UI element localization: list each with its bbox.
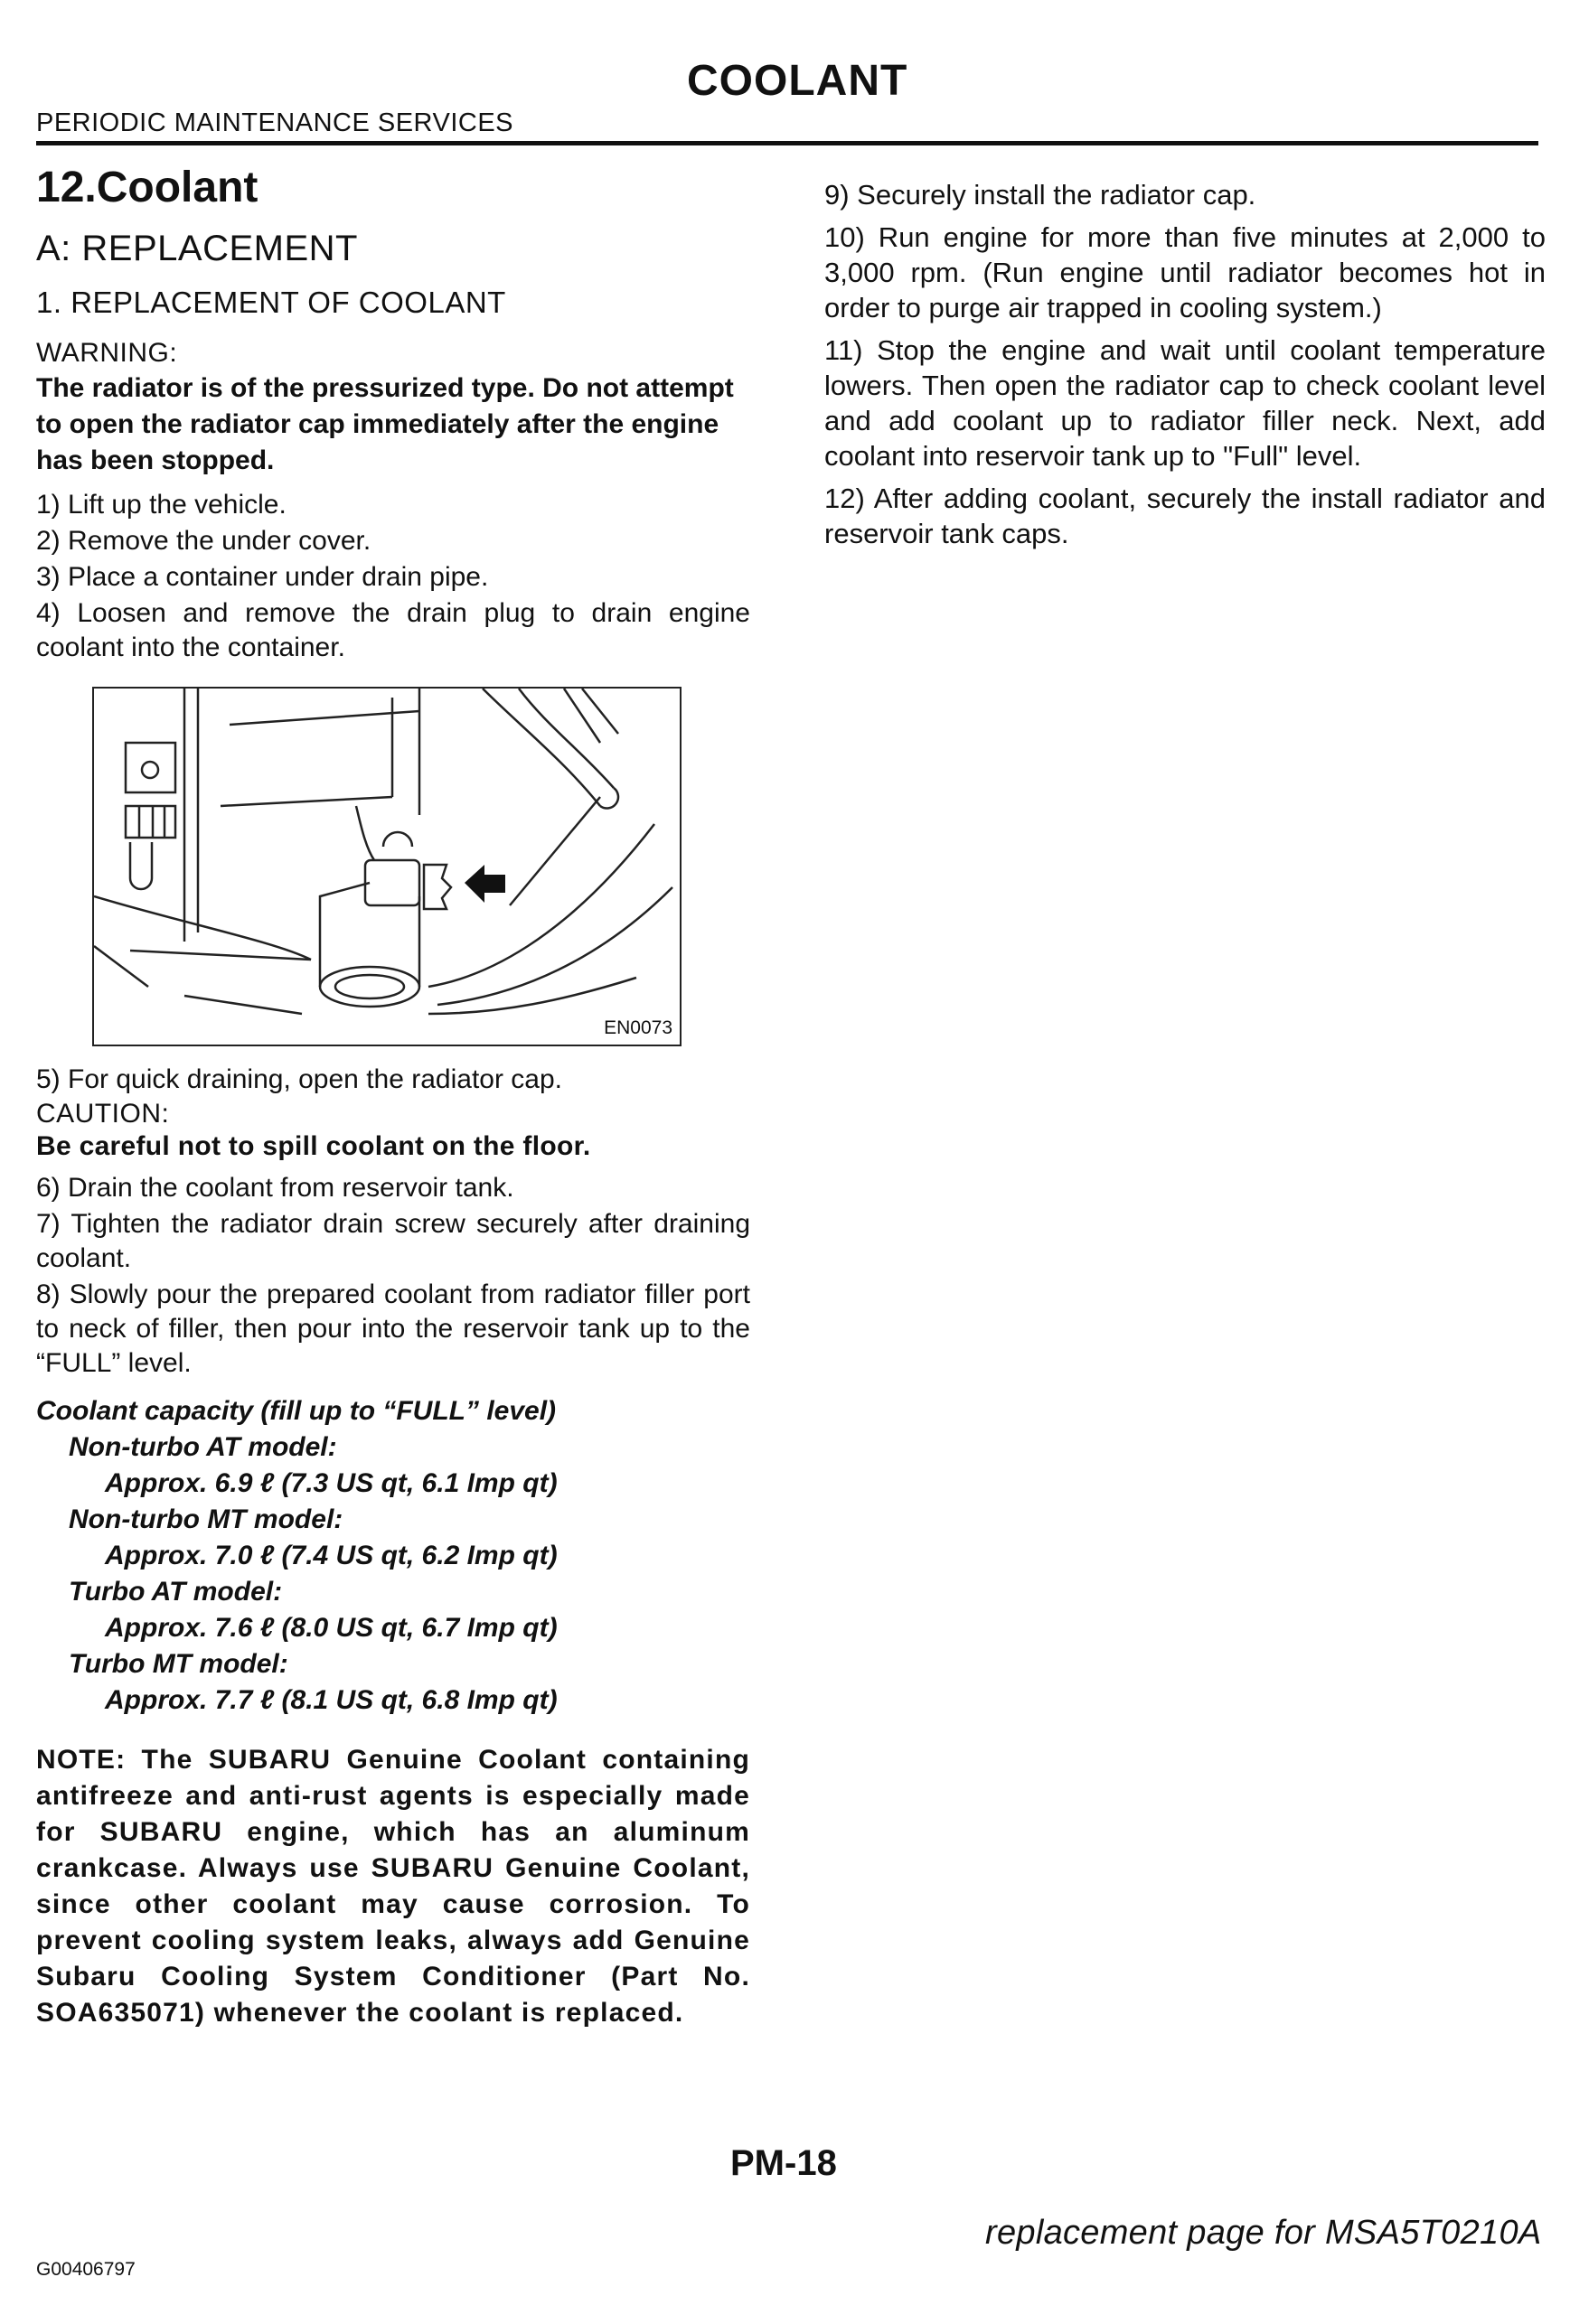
chapter-heading: 12.Coolant bbox=[36, 164, 259, 211]
caution-label: CAUTION: bbox=[36, 1099, 170, 1129]
capacity-model: Turbo MT model: bbox=[69, 1649, 288, 1679]
capacity-model: Non-turbo AT model: bbox=[69, 1432, 337, 1462]
step-8: 8) Slowly pour the prepared coolant from radiator filler port to neck of filler, then pour into the reservoir tank up to the “FULL” level. bbox=[36, 1279, 750, 1378]
arrow-icon bbox=[465, 865, 505, 903]
capacity-model: Non-turbo MT model: bbox=[69, 1504, 343, 1534]
capacity-value: Approx. 7.6 ℓ (8.0 US qt, 6.7 Imp qt) bbox=[105, 1613, 558, 1643]
step-7: 7) Tighten the radiator drain screw securely after draining coolant. bbox=[36, 1209, 750, 1273]
step-2: 2) Remove the under cover. bbox=[36, 526, 371, 556]
right-column bbox=[824, 177, 1546, 558]
step-6: 6) Drain the coolant from reservoir tank. bbox=[36, 1173, 514, 1203]
header-rule bbox=[36, 141, 1538, 145]
step-4: 4) Loosen and remove the drain plug to drain engine coolant into the container. bbox=[36, 598, 750, 662]
engine-drain-illustration bbox=[94, 689, 680, 1045]
capacity-value: Approx. 6.9 ℓ (7.3 US qt, 6.1 Imp qt) bbox=[105, 1468, 558, 1498]
step-1: 1) Lift up the vehicle. bbox=[36, 490, 287, 520]
left-column bbox=[36, 163, 750, 2031]
page-number: PM-18 bbox=[730, 2143, 837, 2183]
document-id: G00406797 bbox=[36, 2259, 136, 2280]
sub-heading: A: REPLACEMENT bbox=[36, 229, 358, 268]
replacement-note: replacement page for MSA5T0210A bbox=[985, 2214, 1542, 2252]
note-paragraph: NOTE: The SUBARU Genuine Coolant containing antifreeze and anti-rust agents is especially made for SUBARU engine, which has an aluminum crankcase. Always use SUBARU Genuine Coolant, since other coolant may cause corrosion. To prevent cooling system leaks, always add Genuine Subaru Cooling System Conditioner (Part No. SOA635071) whenever the coolant is replaced. bbox=[36, 1745, 750, 2028]
capacity-title: Coolant capacity (fill up to “FULL” level) bbox=[36, 1396, 557, 1426]
step-9: 9) Securely install the radiator cap. bbox=[824, 179, 1256, 211]
capacity-model: Turbo AT model: bbox=[69, 1577, 283, 1607]
step-10: 10) Run engine for more than five minutes at 2,000 to 3,000 rpm. (Run engine until radiator becomes hot in order to purge air trapped in cooling system.) bbox=[824, 221, 1546, 323]
procedure-heading: 1. REPLACEMENT OF COOLANT bbox=[36, 286, 506, 319]
drain-plug-figure bbox=[92, 687, 682, 1046]
capacity-value: Approx. 7.7 ℓ (8.1 US qt, 6.8 Imp qt) bbox=[105, 1685, 558, 1715]
step-5: 5) For quick draining, open the radiator cap. bbox=[36, 1064, 562, 1094]
caution-body: Be careful not to spill coolant on the floor. bbox=[36, 1131, 591, 1161]
section-label: PERIODIC MAINTENANCE SERVICES bbox=[36, 108, 514, 137]
step-3: 3) Place a container under drain pipe. bbox=[36, 562, 489, 592]
step-12: 12) After adding coolant, securely the install radiator and reservoir tank caps. bbox=[824, 483, 1546, 549]
page-header-title: COOLANT bbox=[687, 57, 908, 105]
figure-code: EN0073 bbox=[604, 1017, 672, 1038]
step-11: 11) Stop the engine and wait until coolant temperature lowers. Then open the radiator cap to check coolant level and add coolant up to radiator filler neck. Next, add coolant into reservoir tank up to "Full" level. bbox=[824, 334, 1546, 472]
warning-body: The radiator is of the pressurized type. Do not attempt to open the radiator cap immediately after the engine has been stopped. bbox=[36, 373, 734, 475]
warning-label: WARNING: bbox=[36, 338, 178, 368]
capacity-value: Approx. 7.0 ℓ (7.4 US qt, 6.2 Imp qt) bbox=[105, 1541, 558, 1570]
coolant-capacity-spec bbox=[36, 1393, 750, 1719]
